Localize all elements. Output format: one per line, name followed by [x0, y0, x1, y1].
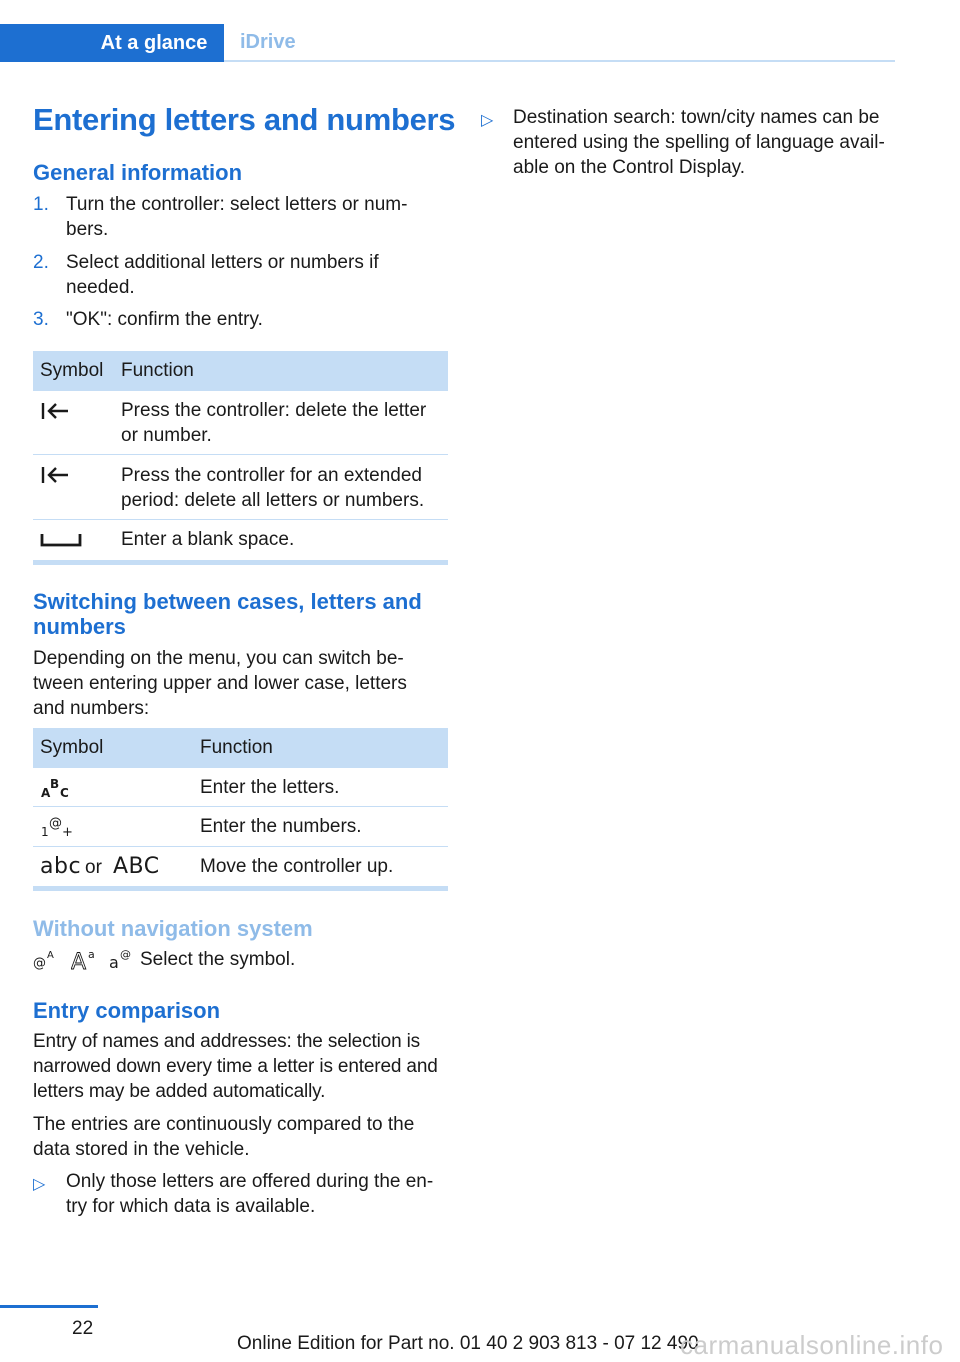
row-function-text: Enter the letters. — [200, 777, 340, 798]
svg-text:@: @ — [33, 956, 46, 971]
watermark: carmanualsonline.info — [680, 1330, 944, 1360]
page-title: Entering letters and numbers — [33, 102, 456, 137]
uppercase-abc-icon — [113, 851, 163, 886]
table-row — [33, 455, 448, 520]
table-row — [33, 807, 448, 847]
svg-text:C: C — [60, 786, 69, 800]
table-row — [33, 520, 448, 560]
row-function-text: Enter a blank space. — [121, 529, 295, 550]
svg-text:B: B — [50, 777, 60, 791]
footer-divider — [0, 1305, 98, 1308]
header — [0, 24, 895, 62]
tab-idrive-label: iDrive — [240, 30, 296, 53]
svg-text:ABC: ABC — [113, 854, 160, 879]
switching-heading: Switching between cases, letters and numbers — [33, 589, 422, 639]
step-3 — [33, 307, 448, 332]
step-1 — [33, 192, 448, 242]
svg-text:a: a — [109, 953, 119, 972]
symbol-row — [33, 946, 453, 974]
row-function-text: Move the controller up. — [200, 856, 394, 877]
numbers-symbols-icon — [40, 812, 74, 847]
table-row — [33, 768, 448, 807]
backspace-icon — [40, 465, 70, 492]
tab-at-a-glance[interactable] — [0, 24, 224, 62]
svg-text:@: @ — [120, 948, 131, 961]
bullet-triangle-icon: ▷ — [481, 112, 494, 129]
symbol-table-modes — [33, 728, 448, 892]
select-symbol-text: Select the symbol. — [140, 949, 296, 970]
at-uppercase-icon — [33, 946, 59, 977]
step-1-number: 1. — [33, 194, 49, 215]
backspace-icon — [40, 401, 70, 428]
svg-text:A: A — [41, 786, 51, 800]
or-label: or — [85, 857, 102, 878]
step-2-number: 2. — [33, 252, 49, 273]
list-item — [481, 105, 901, 181]
case-toggle-icon — [40, 851, 80, 886]
edition-text: Online Edition for Part no. 01 40 2 903 813 - 07 12 490 — [237, 1333, 699, 1354]
table-bottom-border — [33, 886, 448, 891]
bullet-triangle-icon: ▷ — [33, 1176, 46, 1193]
uppercase-lowercase-icon — [71, 946, 101, 977]
abc-letters-icon — [40, 773, 74, 808]
svg-text:A: A — [47, 950, 54, 961]
svg-text:+: + — [62, 825, 73, 840]
table-bottom-border — [33, 560, 448, 565]
row-function-text: Enter the numbers. — [200, 816, 362, 837]
row-function-text: Press the controller: delete the letter or number. — [121, 400, 427, 446]
switching-text: Depending on the menu, you can switch be- tween entering upper and lower case, letters and numbers: — [33, 648, 407, 719]
step-1-text: Turn the controller: select letters or num- bers. — [66, 194, 408, 240]
entry-comparison-heading: Entry comparison — [33, 998, 221, 1023]
svg-text:a: a — [88, 948, 95, 961]
table-header — [33, 351, 448, 391]
without-navigation-heading: Without navigation system — [33, 916, 313, 941]
row-function-text: Press the controller for an extended period: delete all letters or numbers. — [121, 465, 425, 511]
step-3-text: "OK": confirm the entry. — [66, 309, 263, 330]
list-item-text: Destination search: town/city names can be entered using the spelling of language avail- able on the Control Display. — [513, 107, 885, 178]
svg-text:@: @ — [49, 816, 62, 831]
step-2 — [33, 250, 448, 300]
lowercase-at-icon — [109, 946, 135, 977]
table-row — [33, 391, 448, 455]
table-row — [33, 847, 448, 886]
table-header — [33, 728, 448, 768]
step-3-number: 3. — [33, 309, 49, 330]
tab-at-a-glance-label: At a glance — [100, 31, 208, 54]
space-bar-icon — [40, 530, 82, 555]
svg-text:A: A — [71, 950, 87, 972]
tab-idrive[interactable] — [240, 24, 296, 60]
list-item-text: Only those letters are offered during the en- try for which data is available. — [66, 1171, 434, 1217]
page-number: 22 — [72, 1318, 94, 1339]
entry-comparison-paragraph-1: Entry of names and addresses: the selection is narrowed down every time a letter is entered and letters may be added automatically. — [33, 1031, 438, 1102]
column-header-function: Function — [200, 737, 273, 758]
column-header-symbol: Symbol — [40, 737, 104, 758]
general-information-heading: General information — [33, 160, 243, 185]
column-header-symbol: Symbol — [40, 360, 104, 381]
entry-comparison-paragraph-2: The entries are continuously compared to the data stored in the vehicle. — [33, 1114, 415, 1160]
step-2-text: Select additional letters or numbers if needed. — [66, 252, 379, 298]
svg-text:1: 1 — [41, 825, 49, 839]
column-header-function: Function — [121, 360, 194, 381]
list-item — [33, 1169, 453, 1219]
svg-text:abc: abc — [40, 854, 80, 879]
symbol-table-editing — [33, 351, 448, 566]
